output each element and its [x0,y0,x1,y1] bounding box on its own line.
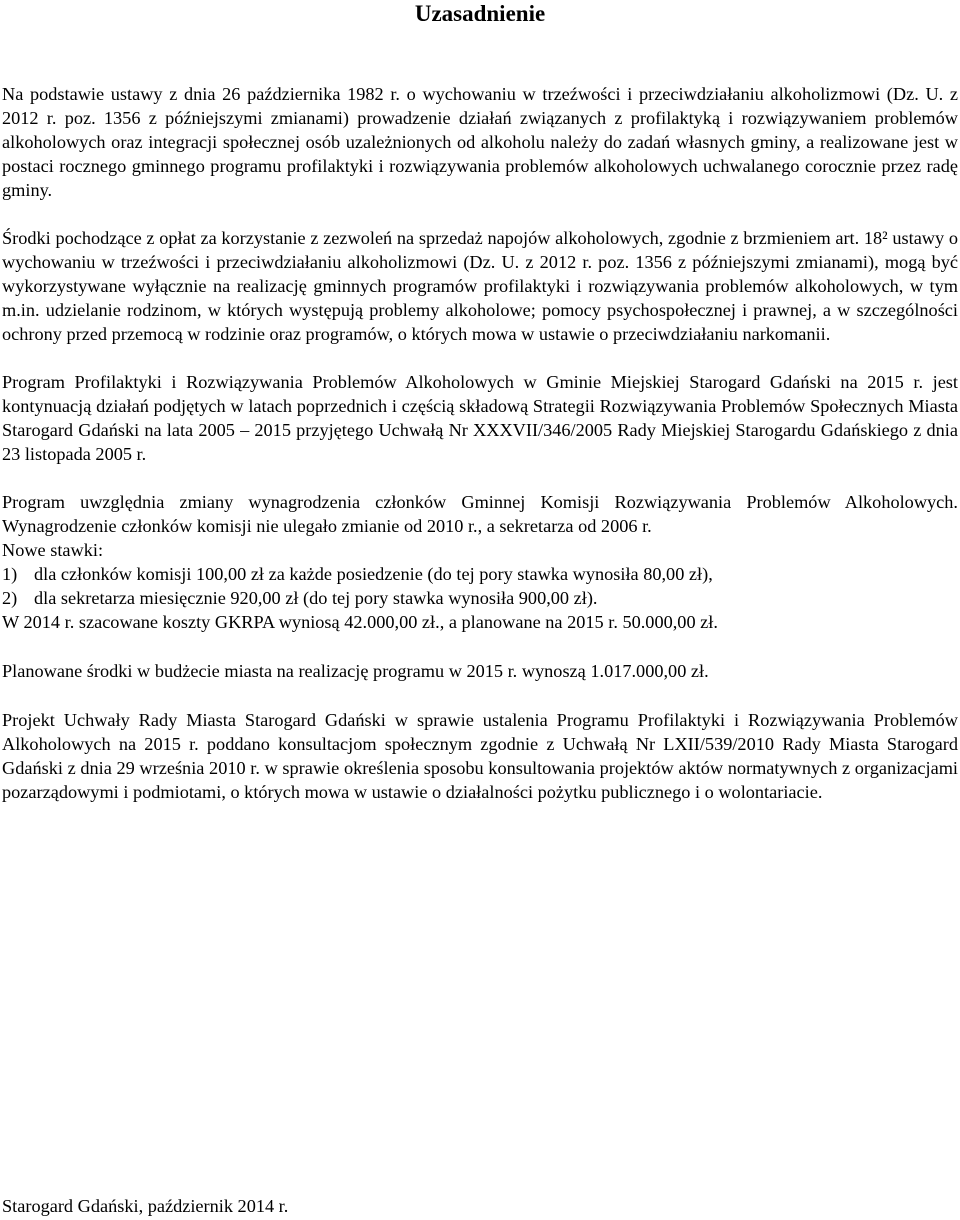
paragraph-costs: W 2014 r. szacowane koszty GKRPA wyniosą 42.000,00 zł., a planowane na 2015 r. 50.000,00 zł. [2,612,718,632]
paragraph-legal-basis: Na podstawie ustawy z dnia 26 października 1982 r. o wychowaniu w trzeźwości i przeciwdziałaniu alkoholizmowi (Dz. U. z 2012 r. poz. 1356 z późniejszymi zmianami) prowadzenie działań związanych z profilaktyką i rozwiązywaniem problemów alkoholowych oraz integracji społecznej osób uzależnionych od alkoholu należy do zadań własnych gminy, a realizowane jest w postaci rocznego gminnego programu profilaktyki i rozwiązywania problemów alkoholowych uchwalanego corocznie przez radę gminy. [2,84,958,200]
document-body [2,82,958,804]
document-title: Uzasadnienie [414,1,546,26]
rate-text: dla członków komisji 100,00 zł za każde posiedzenie (do tej pory stawka wynosiła 80,00 zł), [34,564,713,584]
rate-item [2,562,958,586]
rates-intro: Nowe stawki: [2,540,104,560]
rate-number: 1) [2,564,18,584]
paragraph-consultation: Projekt Uchwały Rady Miasta Starogard Gdański w sprawie ustalenia Programu Profilaktyki i Rozwiązywania Problemów Alkoholowych na 2015 r. poddano konsultacjom społecznym zgodnie z Uchwałą Nr LXII/539/2010 Rady Miasta Starogard Gdański z dnia 29 września 2010 r. w sprawie określenia sposobu konsultowania projektów aktów normatywnych z organizacjami pozarządowymi i podmiotami, o których mowa w ustawie o działalności pożytku publicznego i o wolontariacie. [2,710,958,802]
paragraph-remuneration: Program uwzględnia zmiany wynagrodzenia członków Gminnej Komisji Rozwiązywania Problemów Alkoholowych. Wynagrodzenie członków komisji nie ulegało zmianie od 2010 r., a sekretarza od 2006 r. [2,492,958,536]
paragraph-budget: Planowane środki w budżecie miasta na realizację programu w 2015 r. wynoszą 1.017.000,00 zł. [2,661,709,681]
place-date: Starogard Gdański, październik 2014 r. [2,1196,289,1216]
paragraph-funds: Środki pochodzące z opłat za korzystanie z zezwoleń na sprzedaż napojów alkoholowych, zgodnie z brzmieniem art. 18² ustawy o wychowaniu w trzeźwości i przeciwdziałaniu alkoholizmowi (Dz. U. z 2012 r. poz. 1356 z późniejszymi zmianami), mogą być wykorzystywane wyłącznie na realizację gminnych programów profilaktyki i rozwiązywania problemów alkoholowych, w tym m.in. udzielanie rodzinom, w których występują problemy alkoholowe; pomocy psychospołecznej i prawnej, a w szczególności ochrony przed przemocą w rodzinie oraz programów, o których mowa w ustawie o przeciwdziałaniu narkomanii. [2,228,958,344]
rate-item [2,586,958,610]
rate-number: 2) [2,588,18,608]
paragraph-program: Program Profilaktyki i Rozwiązywania Problemów Alkoholowych w Gminie Miejskiej Starogard Gdański na 2015 r. jest kontynuacją działań podjętych w latach poprzednich i częścią składową Strategii Rozwiązywania Problemów Społecznych Miasta Starogard Gdański na lata 2005 – 2015 przyjętego Uchwałą Nr XXXVII/346/2005 Rady Miejskiej Starogardu Gdańskiego z dnia 23 listopada 2005 r. [2,372,958,464]
rate-text: dla sekretarza miesięcznie 920,00 zł (do tej pory stawka wynosiła 900,00 zł). [34,588,598,608]
